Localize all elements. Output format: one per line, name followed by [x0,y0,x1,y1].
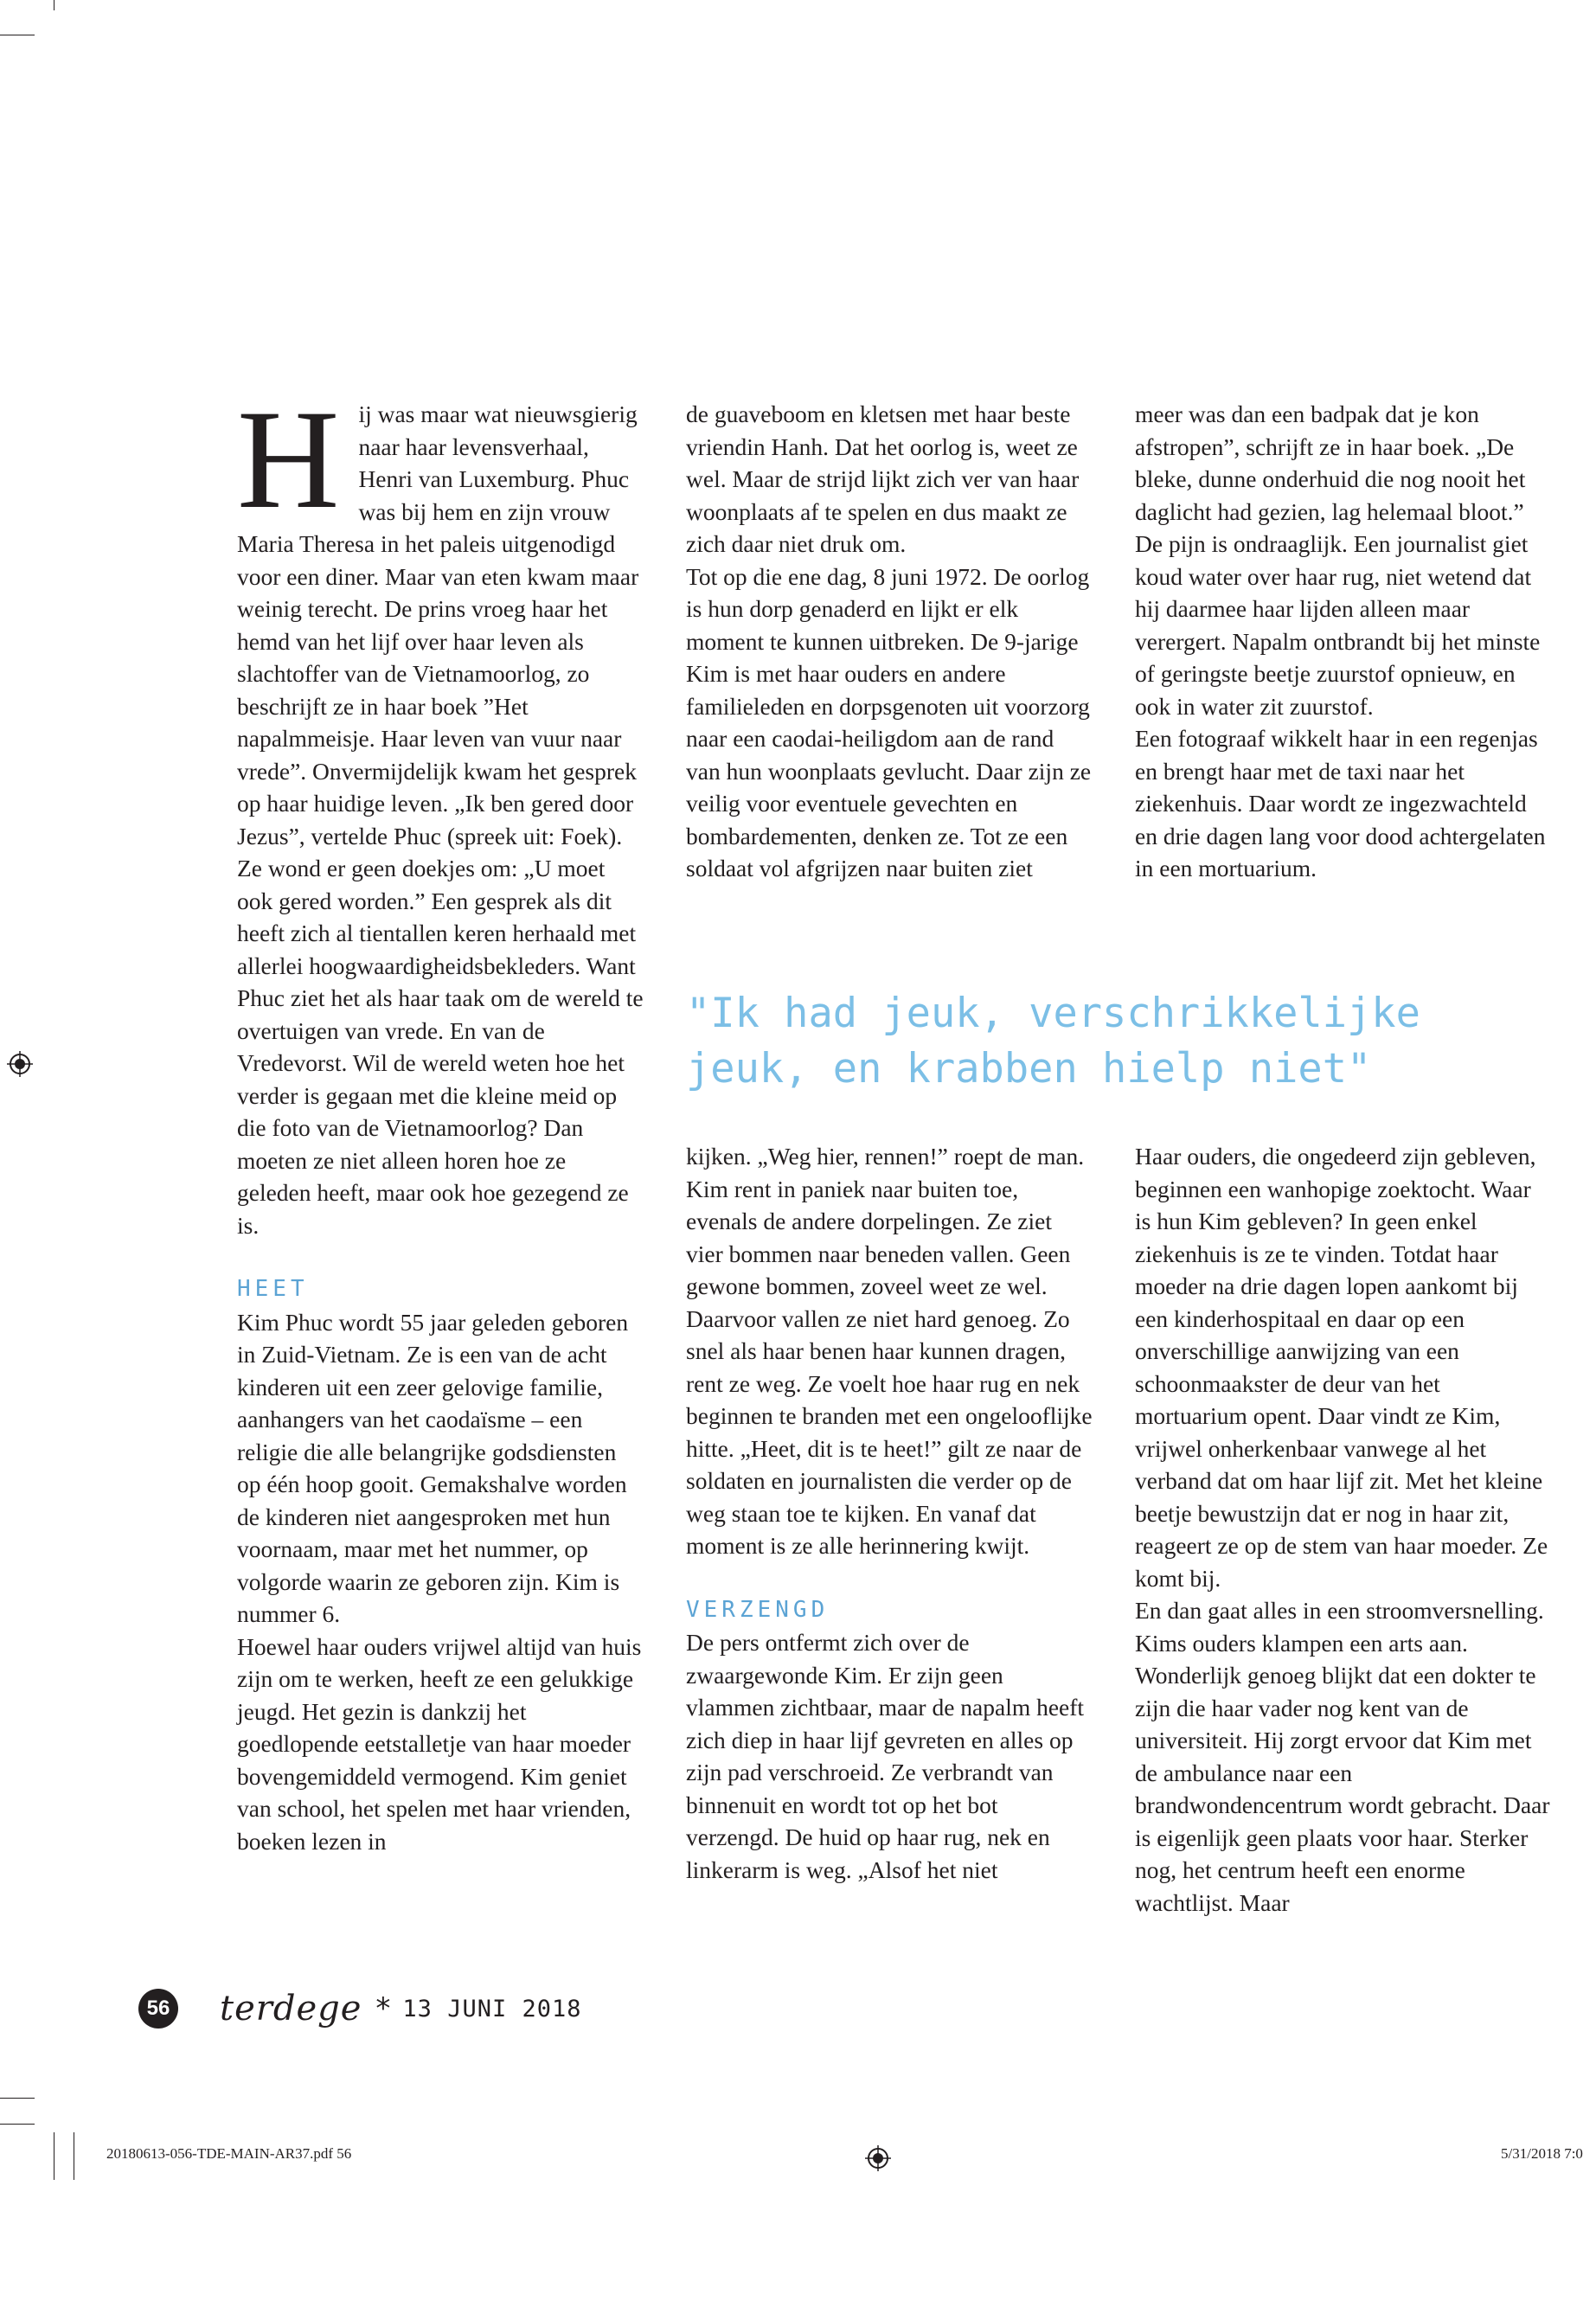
paragraph: En dan gaat alles in een stroomversnelling. Kims ouders klampen een arts aan. Wonderlijk genoeg blijkt dat een dokter te zijn die haar vader nog kent van de universiteit. Hij zorgt ervoor dat Kim met de ambulance naar een brandwondencentrum wordt gebracht. Daar is eigenlijk geen plaats voor haar. Sterker nog, het centrum heeft een enorme wachtlijst. Maar [1135,1597,1550,1916]
paragraph: Tot op die ene dag, 8 juni 1972. De oorlog is hun dorp genaderd en lijkt er elk moment te kunnen uitbreken. De 9-jarige Kim is met haar ouders en andere familieleden en dorpsgenoten uit voorzorg naar een caodai-heiligdom aan de rand van hun woonplaats gevlucht. Daar zijn ze veilig voor eventuele gevechten en bombardementen, denken ze. Tot ze een soldaat vol afgrijzen naar buiten ziet [686,562,1092,881]
crop-mark-bottom-left-h1 [0,2098,35,2099]
paragraph: De pers ontfermt zich over de zwaargewonde Kim. Er zijn geen vlammen zichtbaar, maar de napalm heeft zich diep in haar lijf gevreten en alles op zijn pad verschroeid. Ze verbrandt van binnenuit en wordt tot op het bot verzengd. De huid op haar rug, nek en linkerarm is weg. „Alsof het niet [686,1629,1085,1883]
paragraph: kijken. „Weg hier, rennen!” roept de man. Kim rent in paniek naar buiten toe, evenals de andere dorpelingen. Ze ziet vier bommen naar beneden vallen. Geen gewone bommen, zoveel weet ze wel. Daarvoor vallen ze niet hard genoeg. Zo snel als haar benen haar kunnen dragen, rent ze weg. Ze voelt hoe haar rug en nek beginnen te branden met een ongelooflijke hitte. „Heet, dit is te heet!” gilt ze naar de soldaten en journalisten die verder op de weg staan toe te kijken. En vanaf dat moment is ze alle herinnering kwijt. [686,1143,1093,1559]
article-column-5 [1135,1140,1550,1919]
intro-paragraph: ij was maar wat nieuwsgierig naar haar levensverhaal, Henri van Luxemburg. Phuc was bij hem en zijn vrouw Maria Theresa in het paleis uitgenodigd voor een diner. Maar van eten kwam maar weinig terecht. De prins vroeg haar het hemd van het lijf over haar leven als slachtoffer van de Vietnamoorlog, zo beschrijft ze in haar boek ”Het napalmmeisje. Haar leven van vuur naar vrede”. Onvermijdelijk kwam het gesprek op haar huidige leven. „Ik ben gered door Jezus”, vertelde Phuc (spreek uit: Foek). Ze wond er geen doekjes om: „U moet ook gered worden.” Een gesprek als dit heeft zich al tientallen keren herhaald met allerlei hoogwaardigheidsbekleders. Want Phuc ziet het als haar taak om de wereld te overtuigen van vrede. En van de Vredevorst. Wil de wereld weten hoe het verder is gegaan met die kleine meid op die foto van de Vietnamoorlog? Dan moeten ze niet alleen horen hoe ze geleden heeft, maar ook hoe gezegend ze is. [237,401,644,1239]
subheading-verzengd: VERZENGD [686,1596,830,1623]
article-column-4 [686,1140,1093,1886]
paragraph: Hoewel haar ouders vrijwel altijd van huis zijn om te werken, heeft ze een gelukkige jeugd. Het gezin is dankzij het goedlopende eetstalletje van haar moeder bovengemiddeld vermogend. Kim geniet van school, het spelen met haar vrienden, boeken lezen in [237,1632,642,1855]
paragraph: Haar ouders, die ongedeerd zijn gebleven, beginnen een wanhopige zoektocht. Waar is hun Kim gebleven? In geen enkel ziekenhuis is ze te vinden. Totdat haar moeder na drie dagen lopen aankomt bij een kinderhospitaal en daar op een onverschillige aanwijzing van een schoonmaakster de deur van het mortuarium opent. Daar vindt ze Kim, vrijwel onherkenbaar vanwege al het verband dat om haar lijf zit. Met het kleine beetje bewustzijn dat er nog in haar zit, reageert ze op de stem van haar moeder. Ze komt bij. [1135,1143,1548,1592]
print-slug-filename: 20180613-056-TDE-MAIN-AR37.pdf 56 [106,2145,352,2162]
magazine-logo: terdege [220,1989,362,2029]
article-column-2 [686,398,1093,885]
paragraph: Kim Phuc wordt 55 jaar geleden geboren in Zuid-Vietnam. Ze is een van de acht kinderen uit een zeer gelovige familie, aanhangers van het caodaïsme – een religie die alle belangrijke godsdiensten op één hoop gooit. Gemakshalve worden de kinderen niet aangesproken met hun voornaam, maar met het nummer, op volgorde waarin ze geboren zijn. Kim is nummer 6. [237,1308,629,1627]
issue-date: 13 JUNI 2018 [402,1995,582,2022]
article-column-1 [237,381,644,1857]
subheading-heet: HEET [237,1276,309,1302]
print-slug-timestamp: 5/31/2018 7:0 [1501,2145,1583,2162]
paragraph: meer was dan een badpak dat je kon afstropen”, schrijft ze in haar boek. „De bleke, dunne onderhuid die nog nooit het daglicht had gezien, lag helemaal bloot.” De pijn is ondraaglijk. Een journalist giet koud water over haar rug, niet wetend dat hij daarmee haar lijden alleen maar verergert. Napalm ontbrandt bij het minste of geringste beetje zuurstof opnieuw, en ook in water zit zuurstof. [1135,401,1541,720]
pull-quote: "Ik had jeuk, verschrikkelijke jeuk, en krabben hielp niet" [686,990,1420,1093]
drop-cap: H [237,381,340,538]
registration-mark-left [7,1051,33,1077]
registration-mark-bottom [865,2145,891,2171]
paragraph: de guaveboom en kletsen met haar beste vriendin Hanh. Dat het oorlog is, weet ze wel. Maar de strijd lijkt zich ver van haar woonplaats af te spelen en dus maakt ze zich daar niet druk om. [686,401,1080,557]
crop-mark-bottom-left-h2 [0,2124,35,2125]
page-number-badge: 56 [138,1989,178,2029]
asterisk-separator-icon: * [375,1991,391,2026]
article-column-3 [1135,398,1550,885]
page-footer [138,1988,582,2029]
paragraph: Een fotograaf wikkelt haar in een regenjas en brengt haar met de taxi naar het ziekenhuis. Daar wordt ze ingezwachteld en drie dagen lang voor dood achtergelaten in een mortuarium. [1135,725,1546,881]
